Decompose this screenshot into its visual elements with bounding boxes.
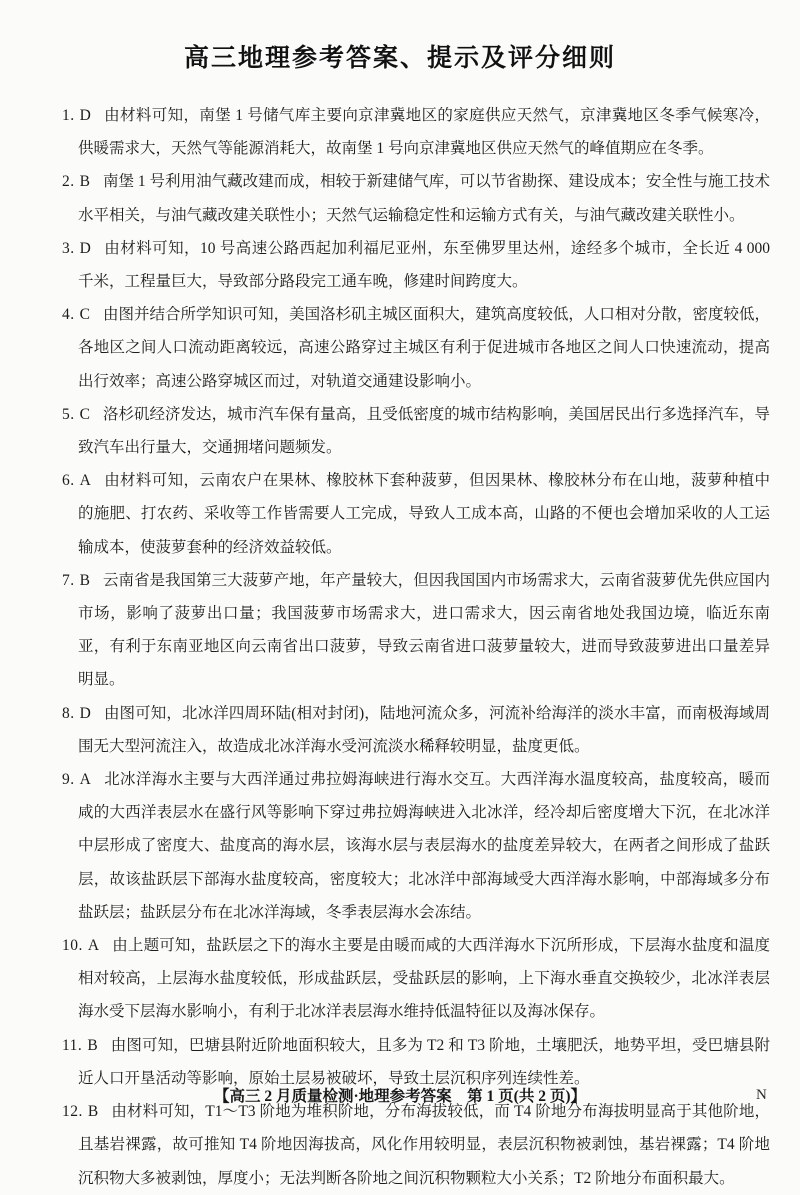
question-number: 11. xyxy=(62,1036,83,1054)
explanation-text: 由材料可知，南堡 1 号储气库主要向京津冀地区的家庭供应天然气，京津冀地区冬季气候寒冷，供暖需求大，天然气等能源消耗大，故南堡 1 号向京津冀地区供应天然气的峰值期应在冬季。 xyxy=(78,107,770,158)
answer-letter: D xyxy=(79,704,91,722)
explanation-text: 由材料可知，云南农户在果林、橡胶林下套种菠萝，但因果林、橡胶林分布在山地，菠萝种植中的施肥、打农药、采收等工作皆需要人工完成，导致人工成本高，山路的不便也会增加采收的人工运输成本，使菠萝套种的经济效益较低。 xyxy=(78,472,770,556)
explanation-text: 南堡 1 号利用油气藏改建而成，相较于新建储气库，可以节省勘探、建设成本；安全性与施工技术水平相关，与油气藏改建关联性小；天然气运输稳定性和运输方式有关，与油气藏改建关联性小。 xyxy=(78,173,770,224)
answer-item-8 xyxy=(30,697,770,763)
explanation-text: 由图并结合所学知识可知，美国洛杉矶主城区面积大，建筑高度较低，人口相对分散，密度较低，各地区之间人口流动距离较远，高速公路穿过主城区有利于促进城市各地区之间人口快速流动，提高出行效率；高速公路穿城区而过，对轨道交通建设影响小。 xyxy=(78,306,770,390)
explanation-text: 由图可知，北冰洋四周环陆(相对封闭)，陆地河流众多，河流补给海洋的淡水丰富，而南极海域周围无大型河流注入，故造成北冰洋海水受河流淡水稀释较明显，盐度更低。 xyxy=(78,704,770,755)
explanation-text: 北冰洋海水主要与大西洋通过弗拉姆海峡进行海水交互。大西洋海水温度较高，盐度较高，暖而咸的大西洋表层水在盛行风等影响下穿过弗拉姆海峡进入北冰洋，经冷却后密度增大下沉，在北冰洋中层形成了密度大、盐度高的海水层，该海水层与表层海水的盐度差异较大，在两者之间形成了盐跃层，故该盐跃层下部海水盐度较高，密度较大；北冰洋中部海域受大西洋海水影响，中部海域多分布盐跃层；盐跃层分布在北冰洋海域，冬季表层海水会冻结。 xyxy=(78,771,770,921)
answer-letter: C xyxy=(79,405,90,423)
explanation-text: 云南省是我国第三大菠萝产地，年产量较大，但因我国国内市场需求大，云南省菠萝优先供应国内市场，影响了菠萝出口量；我国菠萝市场需求大，进口需求大，因云南省地处我国边境，临近东南亚，有利于东南亚地区向云南省出口菠萝，导致云南省进口菠萝量较大，进而导致菠萝进出口量差异明显。 xyxy=(78,571,770,689)
question-number: 12. xyxy=(62,1103,83,1121)
answer-letter: C xyxy=(79,306,90,324)
answer-letter: B xyxy=(87,1103,99,1121)
explanation-text: 由上题可知，盐跃层之下的海水主要是由暖而咸的大西洋海水下沉所形成，下层海水盐度和温度相对较高，上层海水盐度较低，形成盐跃层，受盐跃层的影响，上下海水垂直交换较少，北冰洋表层海水受下层海水影响小，有利于北冰洋表层海水维持低温特征以及海冰保存。 xyxy=(78,937,770,1021)
answer-item-3 xyxy=(30,232,770,298)
answer-item-2 xyxy=(30,165,770,231)
footer-corner-letter: N xyxy=(756,1087,767,1103)
question-number: 3. xyxy=(62,239,75,257)
question-number: 5. xyxy=(62,405,75,423)
question-number: 6. xyxy=(62,472,75,490)
explanation-text: 由图可知，巴塘县附近阶地面积较大，且多为 T2 和 T3 阶地，土壤肥沃，地势平坦，受巴塘县附近人口开垦活动等影响，原始土层易被破坏，导致土层沉积序列连续性差。 xyxy=(78,1036,770,1087)
answer-letter: B xyxy=(87,1036,98,1054)
answer-item-10 xyxy=(30,929,770,1029)
explanation-text: 洛杉矶经济发达，城市汽车保有量高，且受低密度的城市结构影响，美国居民出行多选择汽车，导致汽车出行量大，交通拥堵问题频发。 xyxy=(78,405,770,457)
answer-item-7 xyxy=(30,564,770,697)
answer-item-5 xyxy=(30,398,770,464)
answer-letter: B xyxy=(79,571,90,589)
question-number: 1. xyxy=(62,107,75,124)
question-number: 4. xyxy=(62,306,75,324)
answer-item-1 xyxy=(30,99,770,165)
answer-item-6 xyxy=(30,464,770,564)
answer-item-4 xyxy=(30,298,770,398)
explanation-text: 由材料可知，T1～T3 阶地为堆积阶地，分布海拔较低，而 T4 阶地分布海拔明显高于其他阶地，且基岩裸露，故可推知 T4 阶地因海拔高，风化作用较明显，表层沉积物被剥蚀，基岩裸露；T4 阶地沉积物大多被剥蚀，厚度小；无法判断各阶地之间沉积物颗粒大小关系；T2 阶地分布面积最大。 xyxy=(78,1103,770,1187)
answer-letter: D xyxy=(79,107,91,124)
answer-letter: A xyxy=(79,771,91,789)
page-footer: 【高三 2 月质量检测·地理参考答案 第 1 页(共 2 页)】 xyxy=(214,1088,586,1105)
question-number: 9. xyxy=(62,771,75,789)
answer-list xyxy=(30,99,770,1195)
answer-letter: D xyxy=(79,239,91,257)
answer-item-9 xyxy=(30,763,770,929)
question-number: 10. xyxy=(62,937,83,955)
answer-letter: A xyxy=(79,472,91,490)
answer-letter: B xyxy=(79,173,90,191)
answer-item-12 xyxy=(30,1095,770,1195)
explanation-text: 由材料可知，10 号高速公路西起加利福尼亚州，东至佛罗里达州，途经多个城市，全长近 4 000 千米，工程量巨大，导致部分路段完工通车晚，修建时间跨度大。 xyxy=(78,239,770,291)
question-number: 8. xyxy=(62,704,75,722)
question-number: 7. xyxy=(62,571,75,589)
question-number: 2. xyxy=(62,173,75,191)
answer-letter: A xyxy=(87,937,100,955)
page-title: 高三地理参考答案、提示及评分细则 xyxy=(183,44,616,72)
